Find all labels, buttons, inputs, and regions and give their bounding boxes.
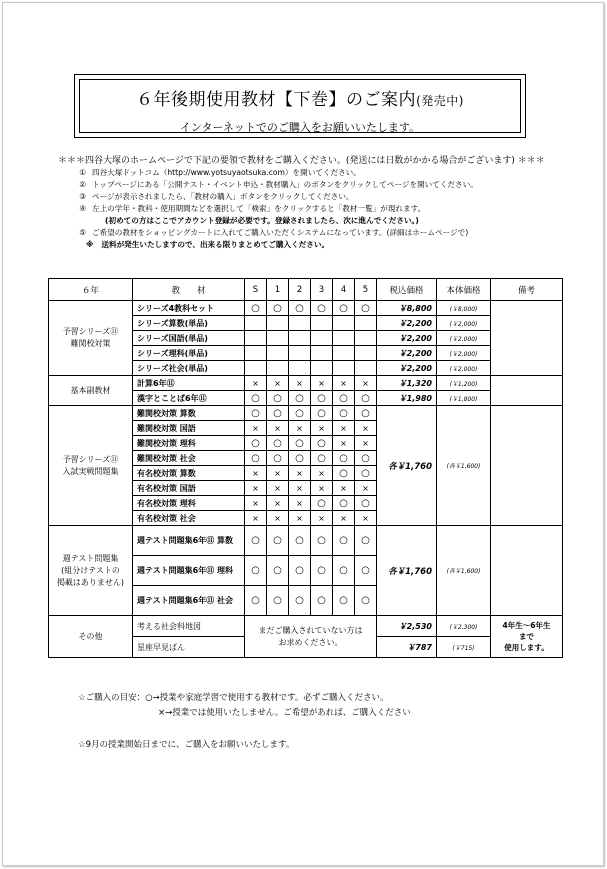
mark-5: ○ — [355, 391, 377, 406]
mark-4: ○ — [333, 301, 355, 316]
step-text: 左上の学年・教科・使用期間などを選択して「検索」をクリックすると「教材一覧」が現れます。 — [92, 204, 426, 213]
mark-4: ○ — [333, 586, 355, 616]
step-number: ② — [79, 180, 86, 189]
mark-1: ○ — [267, 406, 289, 421]
mark-s: ○ — [245, 586, 267, 616]
remarks-cell: 4年生～6年生 まで 使用します。 — [491, 616, 563, 658]
mark-5: ○ — [355, 556, 377, 586]
mark-4: ○ — [333, 526, 355, 556]
mark-1: ○ — [267, 556, 289, 586]
mark-s: ○ — [245, 301, 267, 316]
mark-2 — [289, 331, 311, 346]
mark-2: ○ — [289, 436, 311, 451]
mark-2: ○ — [289, 451, 311, 466]
mark-1: × — [267, 481, 289, 496]
mark-4 — [333, 316, 355, 331]
step-4-note — [58, 215, 578, 227]
mark-1: ○ — [267, 451, 289, 466]
header-class-5: 5 — [355, 279, 377, 301]
mark-4: × — [333, 481, 355, 496]
mark-2 — [289, 316, 311, 331]
remarks-cell — [491, 406, 563, 526]
mark-2: ○ — [289, 586, 311, 616]
guide-line-1: ☆ご購入の目安：○→授業や家庭学習で使用する教材です。必ずご購入ください。 — [78, 693, 389, 703]
material-name: 計算6年⑪ — [133, 376, 245, 391]
table-row — [49, 406, 563, 421]
page-subtitle: インターネットでのご購入をお願いいたします。 — [179, 121, 421, 134]
mark-1 — [267, 331, 289, 346]
table-header-row — [49, 279, 563, 301]
mark-4 — [333, 361, 355, 376]
mark-1: ○ — [267, 436, 289, 451]
mark-1: × — [267, 376, 289, 391]
base-price: (￥2,000) — [437, 346, 491, 361]
material-name: 星座早見ばん — [133, 637, 245, 658]
step-text: トップページにある「公開テスト・イベント申込・教材購入」のボタンをクリックしてページを開いてください。 — [92, 180, 478, 189]
step-text: ページが表示されましたら、「教材の購入」ボタンをクリックしてください。 — [92, 192, 354, 201]
tax-price: ￥2,200 — [377, 316, 437, 331]
mark-5: × — [355, 436, 377, 451]
materials-table — [48, 278, 563, 658]
mark-2: × — [289, 511, 311, 526]
material-name: シリーズ算数(単品) — [133, 316, 245, 331]
mark-3: ○ — [311, 391, 333, 406]
group-label: 基本副教材 — [49, 376, 133, 406]
mark-3: ○ — [311, 406, 333, 421]
mark-2: × — [289, 496, 311, 511]
header-class-1: 1 — [267, 279, 289, 301]
mark-s: ○ — [245, 391, 267, 406]
mark-5: × — [355, 421, 377, 436]
material-name: 難関校対策 社会 — [133, 451, 245, 466]
mark-5: × — [355, 511, 377, 526]
base-price: (各￥1,600) — [437, 526, 491, 616]
mark-s: × — [245, 496, 267, 511]
mark-s — [245, 316, 267, 331]
intro-head: ＊＊＊四谷大塚のホームページで下記の要領で教材をご購入ください。(発送には日数がかかる場合がございます) ＊＊＊ — [58, 156, 545, 166]
mark-5: × — [355, 376, 377, 391]
tax-price: ￥787 — [377, 637, 437, 658]
step-3 — [58, 191, 578, 203]
mark-s: ○ — [245, 556, 267, 586]
base-price: (￥2,000) — [437, 331, 491, 346]
material-name: 週テスト問題集6年⑪ 理科 — [133, 556, 245, 586]
mark-s: × — [245, 466, 267, 481]
mark-4: × — [333, 436, 355, 451]
mark-4 — [333, 331, 355, 346]
mark-4: × — [333, 421, 355, 436]
mark-s: ○ — [245, 406, 267, 421]
mark-1: ○ — [267, 301, 289, 316]
step-text: 四谷大塚ドットコム（http://www.yotsuyaotsuka.com）を開いてください。 — [92, 168, 361, 177]
mark-3 — [311, 331, 333, 346]
step-number: ① — [79, 168, 86, 177]
base-price: (￥2,000) — [437, 316, 491, 331]
mark-4 — [333, 346, 355, 361]
mark-5 — [355, 331, 377, 346]
mark-5: ○ — [355, 301, 377, 316]
step-2 — [58, 179, 578, 191]
mark-s: × — [245, 481, 267, 496]
step-5 — [58, 227, 578, 239]
material-name: 有名校対策 国語 — [133, 481, 245, 496]
mark-5: × — [355, 481, 377, 496]
step-text: 送料が発生いたしますので、出来る限りまとめてご購入ください。 — [101, 240, 330, 249]
mark-2: × — [289, 376, 311, 391]
mark-4: ○ — [333, 391, 355, 406]
page-title — [80, 85, 520, 110]
remarks-cell — [491, 301, 563, 376]
mark-s — [245, 346, 267, 361]
mark-1: ○ — [267, 526, 289, 556]
base-price: (￥715) — [437, 637, 491, 658]
mark-s — [245, 331, 267, 346]
table-row — [49, 526, 563, 556]
mark-5: ○ — [355, 496, 377, 511]
table-row — [49, 616, 563, 637]
mark-4: ○ — [333, 466, 355, 481]
mark-2: ○ — [289, 391, 311, 406]
material-name: シリーズ理科(単品) — [133, 346, 245, 361]
step-4 — [58, 203, 578, 215]
base-price: (￥2,300) — [437, 616, 491, 637]
mark-s: × — [245, 376, 267, 391]
tax-price: ￥2,200 — [377, 346, 437, 361]
material-name: 難関校対策 算数 — [133, 406, 245, 421]
mark-5: ○ — [355, 526, 377, 556]
tax-price: ￥2,200 — [377, 361, 437, 376]
title-main-text: ６年後期使用教材【下巻】のご案内 — [136, 90, 417, 110]
mark-3: ○ — [311, 526, 333, 556]
base-price: (各￥1,600) — [437, 406, 491, 526]
mark-3 — [311, 361, 333, 376]
mark-2: ○ — [289, 556, 311, 586]
mark-s: × — [245, 421, 267, 436]
mark-3: ○ — [311, 496, 333, 511]
intro-instructions — [58, 155, 578, 251]
mark-3: × — [311, 376, 333, 391]
mark-s: × — [245, 511, 267, 526]
mark-3 — [311, 346, 333, 361]
title-box — [74, 74, 526, 138]
header-class-3: 3 — [311, 279, 333, 301]
mark-2: ○ — [289, 406, 311, 421]
base-price: (￥2,000) — [437, 361, 491, 376]
mark-3: × — [311, 481, 333, 496]
table-row — [49, 376, 563, 391]
material-name: シリーズ国語(単品) — [133, 331, 245, 346]
mark-5: ○ — [355, 586, 377, 616]
mark-1 — [267, 346, 289, 361]
header-class-s: S — [245, 279, 267, 301]
mark-5 — [355, 361, 377, 376]
mark-1: ○ — [267, 586, 289, 616]
material-name: 週テスト問題集6年⑪ 算数 — [133, 526, 245, 556]
guide-line-2: ×→授業では使用いたしません。ご希望があれば、ご購入ください — [158, 708, 411, 718]
mark-2: × — [289, 421, 311, 436]
material-name: 有名校対策 理科 — [133, 496, 245, 511]
mark-3: ○ — [311, 451, 333, 466]
material-name: 有名校対策 社会 — [133, 511, 245, 526]
mark-1 — [267, 316, 289, 331]
tax-price: ￥2,530 — [377, 616, 437, 637]
mark-4: ○ — [333, 496, 355, 511]
mark-3: ○ — [311, 301, 333, 316]
step-text: (初めての方はここでアカウント登録が必要です。登録されましたら、次に進んでください。) — [105, 216, 419, 225]
title-note: (発売中) — [416, 94, 464, 108]
mark-3: ○ — [311, 556, 333, 586]
mark-4: ○ — [333, 406, 355, 421]
mark-s: ○ — [245, 526, 267, 556]
table-row — [49, 301, 563, 316]
mark-1 — [267, 361, 289, 376]
mark-1: × — [267, 421, 289, 436]
mark-5: ○ — [355, 466, 377, 481]
shipping-note — [58, 239, 578, 251]
remarks-cell — [491, 526, 563, 616]
material-name: 週テスト問題集6年⑪ 社会 — [133, 586, 245, 616]
step-number: ③ — [79, 192, 86, 201]
group-label: 予習シリーズ⑪ 入試実戦問題集 — [49, 406, 133, 526]
mark-3: × — [311, 421, 333, 436]
base-price: (￥8,000) — [437, 301, 491, 316]
step-text: ご希望の教材をショッピングカートに入れてご購入いただくシステムになっています。(詳細はホームページで) — [92, 228, 469, 237]
material-name: 有名校対策 算数 — [133, 466, 245, 481]
header-class-2: 2 — [289, 279, 311, 301]
mark-4: ○ — [333, 451, 355, 466]
mark-2 — [289, 361, 311, 376]
mark-1: × — [267, 496, 289, 511]
mark-1: × — [267, 466, 289, 481]
material-name: シリーズ社会(単品) — [133, 361, 245, 376]
mark-5 — [355, 346, 377, 361]
mark-5: ○ — [355, 451, 377, 466]
header-base-price: 本体価格 — [437, 279, 491, 301]
group-label: 予習シリーズ⑪ 難関校対策 — [49, 301, 133, 376]
material-name: 難関校対策 国語 — [133, 421, 245, 436]
header-remarks: 備考 — [491, 279, 563, 301]
material-name: シリーズ4教科セット — [133, 301, 245, 316]
tax-price: ￥1,980 — [377, 391, 437, 406]
remarks-cell — [491, 376, 563, 406]
base-price: (￥1,200) — [437, 376, 491, 391]
header-class-4: 4 — [333, 279, 355, 301]
mark-1: × — [267, 511, 289, 526]
tax-price: ￥1,320 — [377, 376, 437, 391]
sold-message: まだご購入されていない方は お求めください。 — [245, 616, 377, 658]
mark-1: ○ — [267, 391, 289, 406]
material-name: 漢字とことば6年⑪ — [133, 391, 245, 406]
mark-4: ○ — [333, 556, 355, 586]
step-1 — [58, 167, 578, 179]
group-label: 週テスト問題集 (組分けテストの 掲載はありません) — [49, 526, 133, 616]
mark-3: ○ — [311, 436, 333, 451]
material-name: 考える社会科地図 — [133, 616, 245, 637]
mark-s — [245, 361, 267, 376]
mark-3 — [311, 316, 333, 331]
mark-2 — [289, 346, 311, 361]
mark-2: ○ — [289, 301, 311, 316]
tax-price: ￥8,800 — [377, 301, 437, 316]
mark-3: × — [311, 511, 333, 526]
tax-price: 各￥1,760 — [377, 526, 437, 616]
mark-2: × — [289, 466, 311, 481]
mark-2: × — [289, 481, 311, 496]
header-grade: ６年 — [49, 279, 133, 301]
mark-s: ○ — [245, 436, 267, 451]
step-number: ⑤ — [79, 228, 86, 237]
mark-3: × — [311, 466, 333, 481]
mark-2: ○ — [289, 526, 311, 556]
mark-5: ○ — [355, 406, 377, 421]
mark-5 — [355, 316, 377, 331]
step-number: ※ — [86, 240, 94, 249]
group-label: その他 — [49, 616, 133, 658]
title-inner-frame — [79, 79, 521, 133]
mark-4: × — [333, 511, 355, 526]
mark-4: × — [333, 376, 355, 391]
step-number: ④ — [79, 204, 86, 213]
tax-price: ￥2,200 — [377, 331, 437, 346]
header-material: 教 材 — [133, 279, 245, 301]
base-price: (￥1,800) — [437, 391, 491, 406]
header-tax-price: 税込価格 — [377, 279, 437, 301]
material-name: 難関校対策 理科 — [133, 436, 245, 451]
purchase-guide — [78, 691, 411, 721]
deadline-note: ☆9月の授業開始日までに、ご購入をお願いいたします。 — [78, 740, 295, 750]
mark-s: ○ — [245, 451, 267, 466]
mark-3: ○ — [311, 586, 333, 616]
tax-price: 各￥1,760 — [377, 406, 437, 526]
